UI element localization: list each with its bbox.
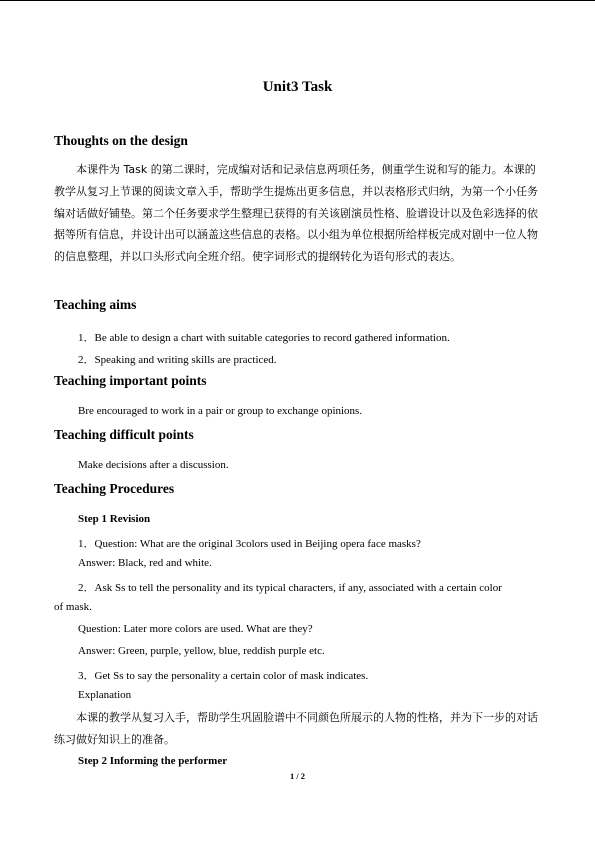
step2-title: Step 2 Informing the performer — [78, 755, 228, 767]
step1-question-2-line1: 2．Ask Ss to tell the personality and its typical characters, if any, associated with a certain color — [78, 582, 502, 594]
step1-question-4: 3．Get Ss to say the personality a certain color of mask indicates. — [78, 670, 369, 682]
aims-item-2: 2．Speaking and writing skills are practiced. — [78, 354, 277, 366]
step1-answer-1: Answer: Black, red and white. — [78, 557, 212, 569]
design-heading: Thoughts on the design — [54, 133, 188, 148]
explanation-body: 本课的教学从复习入手，帮助学生巩固脸谱中不同颜色所展示的人物的性格，并为下一步的对话练习做好知识上的准备。 — [54, 711, 538, 746]
difficult-heading: Teaching difficult points — [54, 427, 194, 442]
aims-heading: Teaching aims — [54, 297, 137, 312]
aims-item-1: 1．Be able to design a chart with suitable categories to record gathered information. — [78, 332, 450, 344]
page-title: Unit3 Task — [262, 79, 333, 95]
step1-answer-3: Answer: Green, purple, yellow, blue, reddish purple etc. — [78, 645, 325, 657]
important-text: Bre encouraged to work in a pair or group to exchange opinions. — [78, 405, 363, 417]
page-number: 1 / 2 — [289, 771, 306, 781]
design-body: 本课件为 Task 的第二课时，完成编对话和记录信息两项任务，侧重学生说和写的能力。本课的教学从复习上节课的阅读文章入手，帮助学生提炼出更多信息，并以表格形式归纳，为第一个小任务编对话做好铺垫。第二个任务要求学生整理已获得的有关该剧演员性格、脸谱设计以及色彩选择的依据等所有信息，并设计出可以涵盖这些信息的表格。以小组为单位根据所给样板完成对剧中一位人物的信息整理，并以口头形式向全班介绍。使字词形式的提纲转化为语句形式的表达。 — [54, 163, 538, 264]
step1-question-2-line2: of mask. — [54, 601, 92, 613]
explanation-label: Explanation — [78, 689, 132, 701]
difficult-text: Make decisions after a discussion. — [78, 459, 229, 471]
step1-question-3: Question: Later more colors are used. What are they? — [78, 623, 313, 635]
step1-question-1: 1．Question: What are the original 3colors used in Beijing opera face masks? — [78, 538, 421, 550]
important-heading: Teaching important points — [54, 373, 207, 388]
procedures-heading: Teaching Procedures — [54, 481, 175, 496]
step1-title: Step 1 Revision — [78, 513, 151, 525]
top-rule — [0, 0, 595, 1]
